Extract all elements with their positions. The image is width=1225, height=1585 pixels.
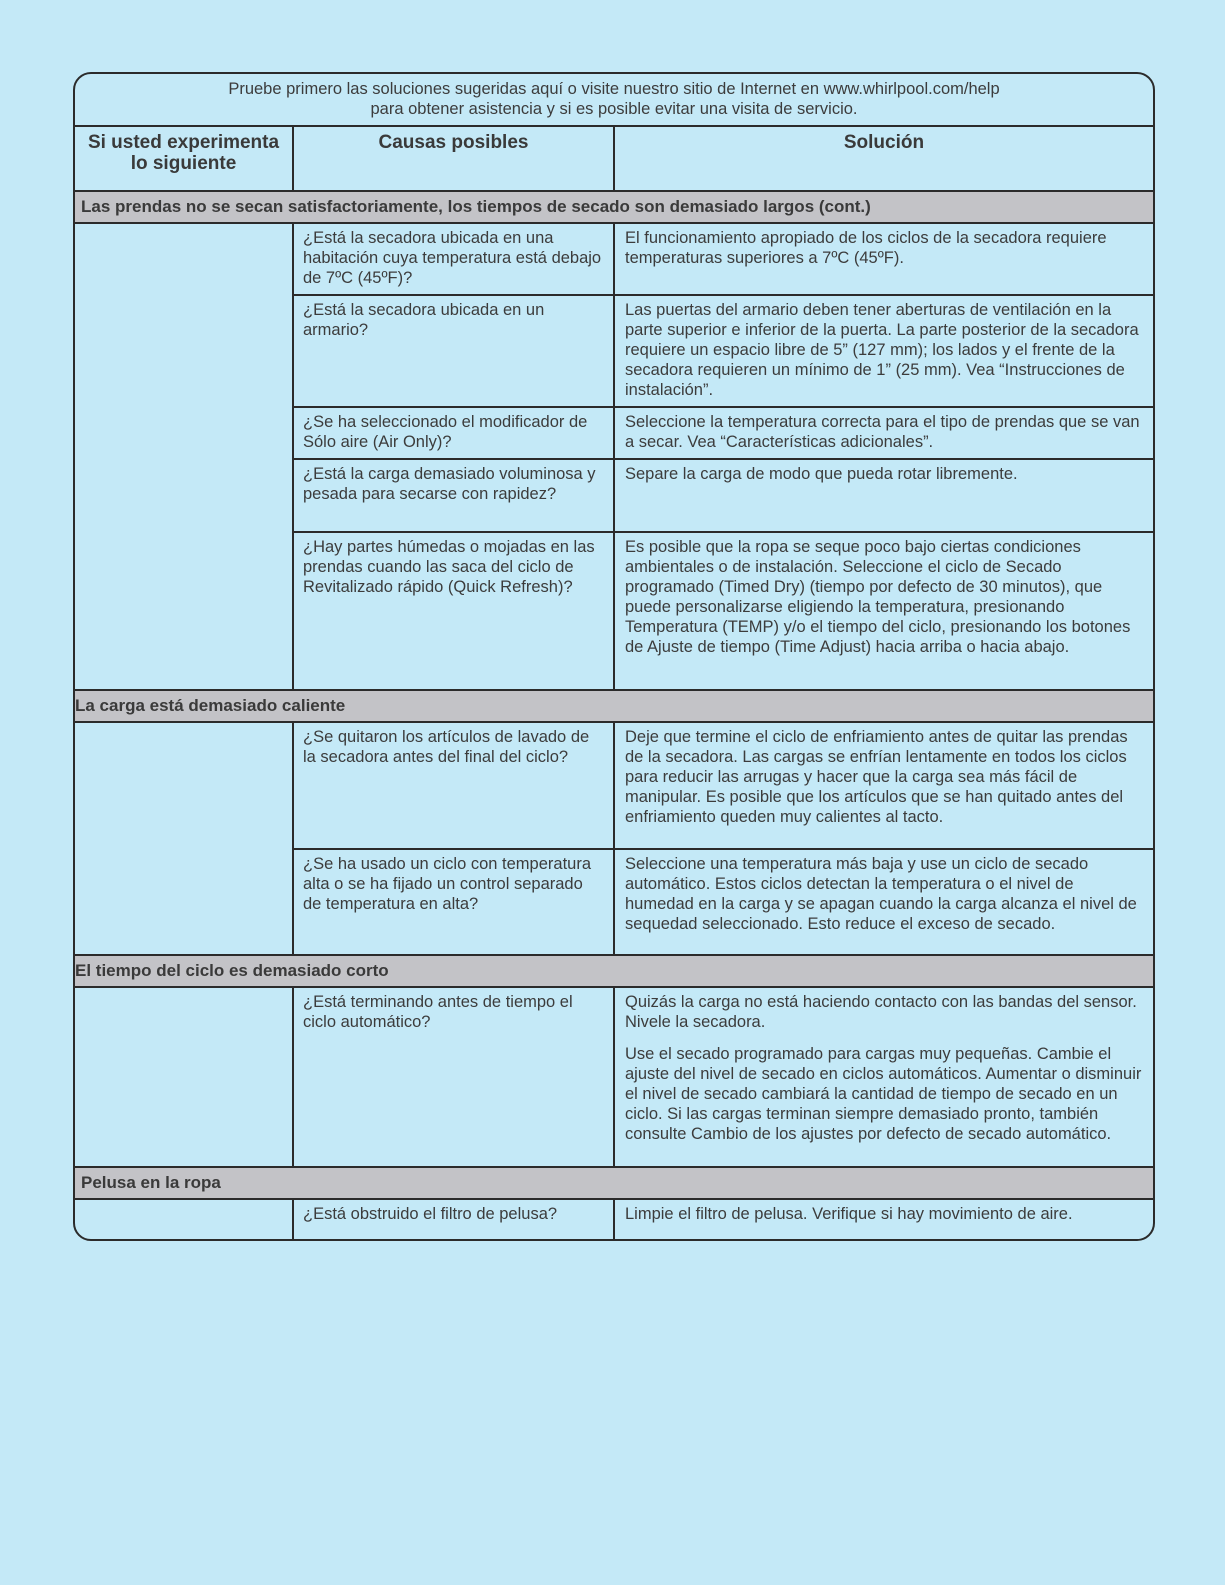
table-row [75,1199,1153,1239]
section-header-row [75,191,1153,223]
intro-line-2: para obtener asistencia y si es posible evitar una visita de servicio. [370,100,858,118]
solution-paragraph: El funcionamiento apropiado de los ciclos de la secadora requiere temperaturas superiores a 7ºC (45ºF). [625,229,1107,267]
cause-cell: ¿Está terminando antes de tiempo el ciclo automático? [293,987,614,1167]
section-title: El tiempo del ciclo es demasiado corto [75,955,1153,987]
solution-cell [614,295,1153,407]
solution-paragraph: Seleccione una temperatura más baja y use un ciclo de secado automático. Estos ciclos detectan la temperatura o el nivel de humedad en la carga y se apagan cuando la carga alcanza el nivel de sequedad seleccionado. Esto reduce el exceso de secado. [625,855,1137,933]
cause-cell: ¿Está obstruido el filtro de pelusa? [293,1199,614,1239]
cause-cell: ¿Hay partes húmedas o mojadas en las prendas cuando las saca del ciclo de Revitalizado rápido (Quick Refresh)? [293,532,614,690]
solution-cell [614,987,1153,1167]
solution-cell [614,1199,1153,1239]
cause-cell: ¿Se ha usado un ciclo con temperatura alta o se ha fijado un control separado de temperatura en alta? [293,849,614,955]
cause-cell: ¿Está la secadora ubicada en una habitación cuya temperatura está debajo de 7ºC (45ºF)? [293,223,614,295]
solution-paragraph: Seleccione la temperatura correcta para el tipo de prendas que se van a secar. Vea “Características adicionales”. [625,413,1140,451]
symptom-cell [75,223,293,690]
header-solution: Solución [614,127,1153,191]
solution-cell [614,223,1153,295]
cause-cell: ¿Se quitaron los artículos de lavado de la secadora antes del final del ciclo? [293,722,614,849]
section-header-row [75,955,1153,987]
symptom-cell [75,987,293,1167]
solution-cell [614,459,1153,532]
cause-cell: ¿Está la secadora ubicada en un armario? [293,295,614,407]
solution-paragraph: Es posible que la ropa se seque poco bajo ciertas condiciones ambientales o de instalación. Seleccione el ciclo de Secado programado (Timed Dry) (tiempo por defecto de 30 minutos), que puede personalizarse eligiendo la temperatura, presionando Temperatura (TEMP) y/o el tiempo del ciclo, presionando los botones de Ajuste de tiempo (Time Adjust) hacia arriba o hacia abajo. [625,538,1131,656]
solution-cell [614,722,1153,849]
section-title: Pelusa en la ropa [75,1167,1153,1199]
solution-cell [614,849,1153,955]
table-row [75,987,1153,1167]
solution-cell [614,407,1153,459]
header-row [75,127,1153,191]
solution-paragraph: Deje que termine el ciclo de enfriamiento antes de quitar las prendas de la secadora. Las cargas se enfrían lentamente en todos los ciclos para reducir las arrugas y hacer que la carga sea más fácil de manipular. Es posible que los artículos que se han quitado antes del enfriamiento queden muy calientes al tacto. [625,728,1128,826]
solution-cell [614,532,1153,690]
table-row [75,722,1153,849]
intro-line-1: Pruebe primero las soluciones sugeridas aquí o visite nuestro sitio de Internet en www.whirlpool.com/help [228,80,1000,98]
intro-text [75,74,1153,127]
solution-paragraph: Quizás la carga no está haciendo contacto con las bandas del sensor. Nivele la secadora. [625,993,1137,1031]
solution-paragraph: Use el secado programado para cargas muy pequeñas. Cambie el ajuste del nivel de secado en ciclos automáticos. Aumentar o disminuir el nivel de secado cambiará la cantidad de tiempo de secado en un ciclo. Si las cargas terminan siempre demasiado pronto, también consulte Cambio de los ajustes por defecto de secado automático. [625,1045,1142,1143]
section-title: Las prendas no se secan satisfactoriamente, los tiempos de secado son demasiado largos (cont.) [75,191,1153,223]
troubleshooting-panel [73,72,1155,1241]
section-title: La carga está demasiado caliente [75,690,1153,722]
cause-cell: ¿Está la carga demasiado voluminosa y pesada para secarse con rapidez? [293,459,614,532]
header-symptom: Si usted experimenta lo siguiente [75,127,293,191]
section-header-row [75,1167,1153,1199]
symptom-cell [75,722,293,955]
table-row [75,223,1153,295]
solution-paragraph: Las puertas del armario deben tener aberturas de ventilación en la parte superior e inferior de la puerta. La parte posterior de la secadora requiere un espacio libre de 5” (127 mm); los lados y el frente de la secadora requieren un mínimo de 1” (25 mm). Vea “Instrucciones de instalación”. [625,301,1139,399]
symptom-cell [75,1199,293,1239]
solution-paragraph: Limpie el filtro de pelusa. Verifique si hay movimiento de aire. [625,1205,1073,1223]
cause-cell: ¿Se ha seleccionado el modificador de Sólo aire (Air Only)? [293,407,614,459]
solution-paragraph: Separe la carga de modo que pueda rotar libremente. [625,465,1018,483]
header-causes: Causas posibles [293,127,614,191]
troubleshooting-table [75,127,1153,1239]
section-header-row [75,690,1153,722]
